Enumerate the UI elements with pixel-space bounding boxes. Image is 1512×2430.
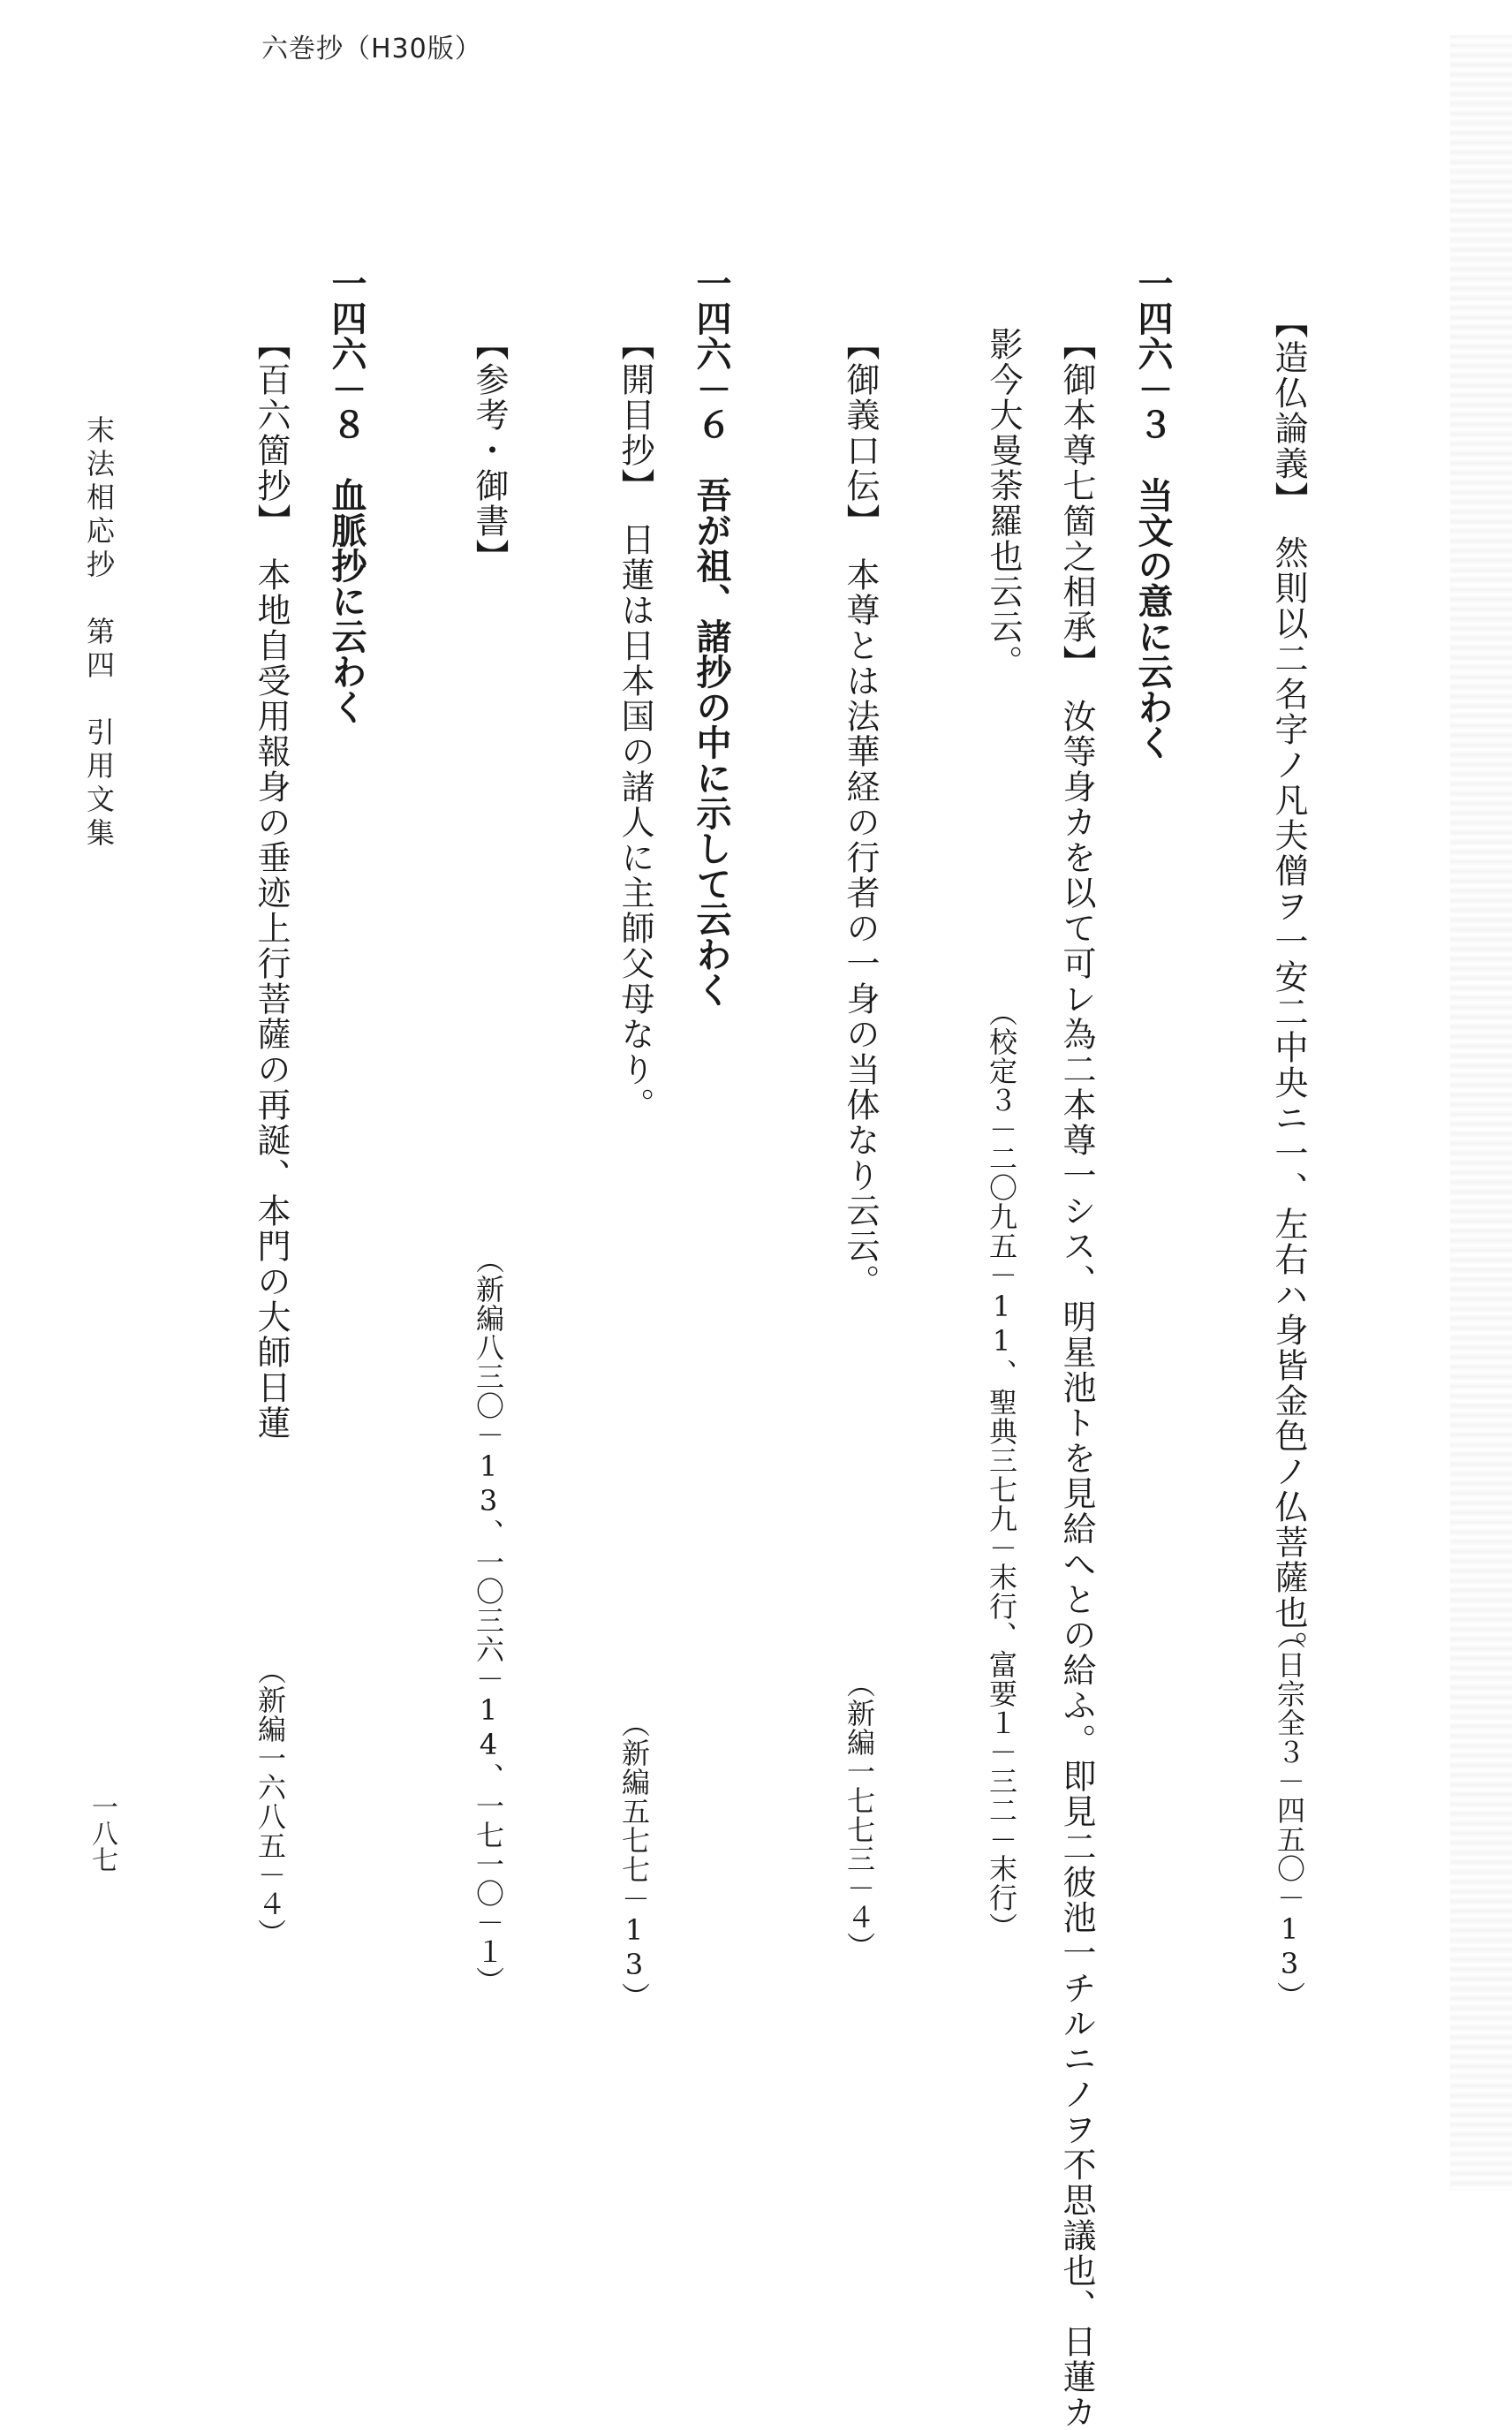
text-column-gohonzon-shichikasho: 【御本尊七箇之相承】 汝等身カを以て可レ為二本尊一シス、明星池トを見給へとの給ふ。即見二彼池一チルニノヲ不思議也、日蓮カ xyxy=(1057,327,1096,2430)
citation-gohonzon-shichikasho: （校定３－二〇九五－11、聖典三七九－末行、富要１－三二－末行） xyxy=(985,998,1018,1942)
page-footer: 末法相応抄 第四 引用文集 xyxy=(82,415,116,852)
page-header: 六巻抄（H30版） xyxy=(261,34,482,64)
text-column-hyakurokkasho: 【百六箇抄】 本地自受用報身の垂迹上行菩薩の再誕、本門の大師日蓮 xyxy=(252,327,291,1441)
citation-ongi-kuden: （新編一七七三－４） xyxy=(843,1669,876,1961)
citation-sanko-gosho: （新編八三〇－13、一〇三六－14、一七一〇－１） xyxy=(472,1245,505,1995)
text-column-kaimokusho: 【開目抄】 日蓮は日本国の諸人に主師父母なり。 xyxy=(616,327,654,1123)
page-number: 一八七 xyxy=(87,1793,117,1873)
text-column-sanko-gosho: 【参考・御書】 xyxy=(470,327,509,574)
section-heading-146-6: 一四六－６ 吾が祖、諸抄の中に示して云わく xyxy=(691,265,731,1007)
citation-kaimokusho: （新編五七七－13） xyxy=(617,1709,651,2011)
citation-zobutsu-rongi: （日宗全３－四五〇－13） xyxy=(1273,1621,1306,2010)
citation-hyakurokkasho: （新編一六八五－４） xyxy=(253,1656,287,1948)
section-heading-146-8: 一四六－８ 血脈抄に云わく xyxy=(326,265,367,724)
text-column-zobutsu-rongi: 【造仏論義】 然則以二名字ノ凡夫僧ヲ一安二中央ニ一、左右ハ身皆金色ノ仏菩薩也。 xyxy=(1269,305,1308,1666)
section-heading-146-3: 一四六－３ 当文の意に云わく xyxy=(1132,265,1173,760)
text-column-ongi-kuden: 【御義口伝】 本尊とは法華経の行者の一身の当体なり云云。 xyxy=(841,327,880,1299)
text-column-kage-ima: 影今大曼荼羅也云云。 xyxy=(984,327,1023,680)
scan-edge-shadow xyxy=(1450,35,1512,2191)
